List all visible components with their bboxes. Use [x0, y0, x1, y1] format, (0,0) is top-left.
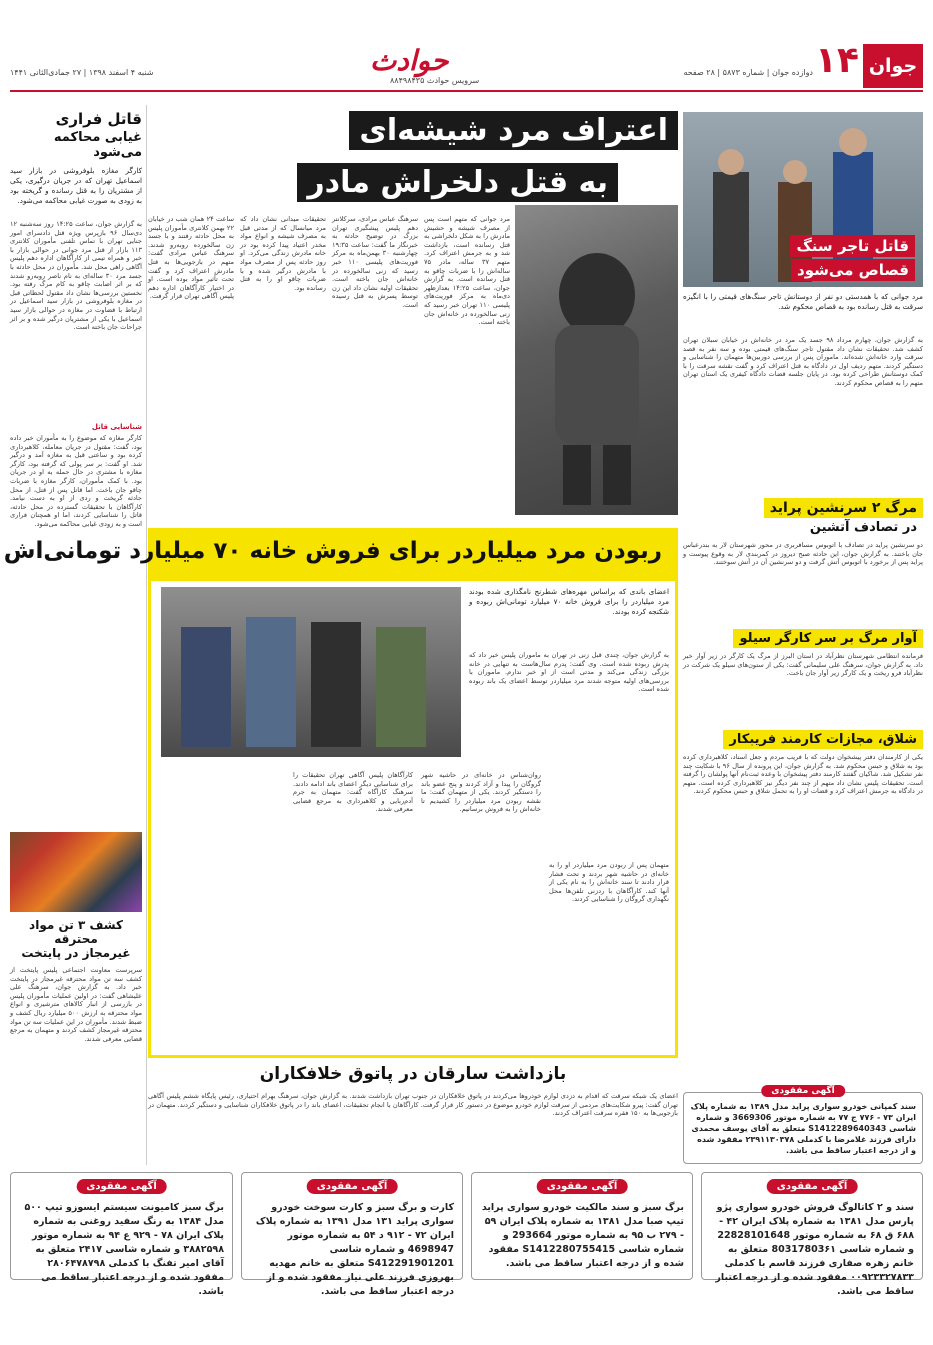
- section-sub: سرویس حوادث ۸۸۴۹۸۴۳۵: [390, 76, 480, 85]
- top-right-lead: مرد جوانی که با همدستی دو نفر از دوستانش تاجر سنگ‌های قیمتی را با انگیزه سرقت به قتل رسانده بود به قصاص محکوم شد.: [683, 292, 923, 311]
- right-briefs: [683, 497, 923, 1087]
- yellow-col-4: کارآگاهان پلیس آگاهی تهران تحقیقات را برای شناسایی دیگر اعضای باند ادامه دادند. سرهنگ کارآگاه گفت: متهمان به جرم آدم‌ربایی و کلاهبرداری به مرجع قضایی معرفی شدند.: [293, 771, 413, 814]
- left-column: [10, 110, 142, 1160]
- main-col-3: تحقیقات میدانی نشان داد که مرد میانسال که از مدتی قبل به مصرف شیشه و انواع مواد مخدر اعتیاد پیدا کرده بود در خانه مادرش زندگی می‌کرد. او روز حادثه پس از مصرف مواد با مادرش درگیر شده و با ضربات چاقو او را به قتل رسانده بود.: [240, 215, 326, 292]
- newspaper-logo: جوان: [863, 44, 923, 88]
- section-title: حوادث: [370, 44, 449, 77]
- yellow-col-2: متهمان پس از ربودن مرد میلیاردر او را به خانه‌ای در حاشیه شهر بردند و تحت فشار قرار دادند تا سند خانه‌اش را به نام یکی از آنها کند. کارآگاهان با ردزنی تلفن‌ها محل نگهداری گروگان را شناسایی کردند.: [549, 861, 669, 904]
- yellow-lead: اعضای باندی که براساس مهره‌های شطرنج نامگذاری شده بودند مرد میلیاردر را برای فروش خانه ۷۰ میلیارد تومانی‌اش ربوده و شکنجه کرده بودند.: [469, 587, 669, 616]
- ad-4-body: برگ سبز کامیونت سیستم ایسوزو تیپ ۵۰۰ مدل ۱۳۸۴ به رنگ سفید روغنی به شماره پلاک ایران ۷۸ - ۹۲۹ ع ۹۴ به شماره موتور ۳۸۸۲۵۹۸ و شماره شاسی ۲۴۱۷ متعلق به آقای امیر تفنگ با کدملی ۲۸۰۶۴۷۸۷۹۸ مفقود شده و از درجه اعتبار ساقط می باشد.: [24, 1202, 224, 1297]
- story1-body: به گزارش جوان، ساعت ۱۴:۲۵ روز سه‌شنبه ۱۲ دی‌سال ۹۶ بازپرس ویژه قتل دادسرای امور جنایی تهران با تماس تلفنی مأموران کلانتری ۱۱۳ بازار از قتل مرد جوانی در حوالی بازار با خبر و همراه تیمی از کارآگاهان اداره دهم پلیس آگاهی راهی محل شد. مأموران در محل حادثه با جسد مرد ۳۰ ساله‌ای به نام ناصر روبه‌رو شدند که بر اثر اصابت چاقو به کام مرگ رفته بود. نخستین بررسی‌ها نشان داد مقتول لحظاتی قبل در مغازه بلوفروشی در بازار سید اسماعیل در ارتباط با قضاوت در مغازه در حوالی بازار سید اسماعیل با یکی از مشتریان درگیر شده و بر اثر جراحات جان باخته است.: [10, 220, 143, 332]
- top-right-body: به گزارش جوان، چهارم مرداد ۹۸ جسد یک مرد در خانه‌اش در خیابان سبلان تهران کشف شد. تحقیقات نشان داد مقتول تاجر سنگ‌های قیمتی بوده و سه نفر به قصد سرقت وارد خانه‌اش شده‌اند. ماموران پس از بررسی دوربین‌ها متهمان را شناسایی و دستگیر کردند. متهم ردیف اول در دادگاه به قتل اعتراف کرد و گفت نقشه سرقت را با کمک دوستانش طراحی کرده بود. در پایان جلسه قضات دادگاه کیفری یک استان تهران متهم را به قصاص محکوم کردند.: [683, 336, 923, 387]
- ad-tag: آگهی مفقودی: [761, 1085, 845, 1097]
- man-sitting-figure: [515, 205, 678, 515]
- story1-lead: کارگر مغازه بلوفروشی در بازار سید اسماعیل تهران که در جریان درگیری، یکی از مشتریان را به قتل رسانده و گریخته بود به زودی به صورت غیابی محاکمه می‌شود.: [10, 166, 142, 205]
- yellow-headline-band: [3, 528, 678, 578]
- main-headline-a: اعتراف مرد شیشه‌ای: [349, 111, 678, 150]
- ad-4: [10, 1172, 233, 1297]
- brief1-title-a: مرگ ۲ سرنشین پراید: [764, 498, 923, 518]
- story2-body: سرپرست معاونت اجتماعی پلیس پایتخت از کشف سه تن مواد محترقه غیرمجاز در پایتخت خبر داد. به گزارش جوان، سرهنگ علی علیشاهی گفت: در اولین عملیات مأموران پلیس در بازرسی از انبار کالاهای مترشیری و انواع مواد محترقه به ارزش ۵۰۰ میلیارد ریال کشف و ضبط شدند. مأموران در این عملیات سه تن مواد محترقه غیرمجاز کشف کردند و متهمان به مرجع قضایی معرفی شدند.: [10, 966, 142, 1043]
- yellow-col-3: روان‌شناس در خانه‌ای در حاشیه شهر گروگان را پیدا و آزاد کردند و پنج عضو باند را دستگیر کردند. یکی از متهمان گفت: ما نقشه ربودن مرد میلیاردر را کشیدیم تا خانه‌اش را به فروش برسانیم.: [421, 771, 541, 814]
- top-right-photo: [683, 112, 923, 287]
- classified-ads: [10, 1172, 923, 1297]
- yellow-col-1: به گزارش جوان، چندی قبل زنی در تهران به ماموران پلیس خبر داد که پدرش ربوده شده است. وی گفت: پدرم سال‌هاست به تنهایی در خانه بزرگی زندگی می‌کند و مدتی است از او خبر ندارم. ماموران با بررسی‌های اولیه متوجه شدند مرد میلیاردر توسط اعضای یک باند ربوده شده است.: [469, 651, 669, 694]
- bottom-story: [148, 1064, 678, 1164]
- story2-title-b: غیرمجاز در پایتخت: [21, 946, 131, 960]
- story2-title-a: کشف ۳ تن مواد محترقه: [29, 918, 123, 946]
- masthead: [10, 40, 923, 92]
- brief1-body: دو سرنشین پراید در تصادف با اتوبوس مسافربری در محور شهرستان لار به بندرعباس جان باختند. به گزارش جوان، این حادثه صبح دیروز در کمربندی لار به وقوع پیوست و پراید پس از برخورد با اتوبوس آتش گرفت و دو سرنشین آن در آتش سوختند.: [683, 541, 923, 567]
- fireworks-photo: [10, 832, 142, 912]
- main-col-1: مرد جوانی که متهم است پس از مصرف شیشه و حشیش مادرش را به شکل دلخراشی به قتل رسانده است، بازداشت شد و به جرمش اعتراف کرد. متهم ۳۷ ساله، مادر ۷۵ ساله‌اش را با ضربات چاقو به قتل رسانده است. به گزارش جوان، ساعت ۱۴:۲۵ بعدازظهر دی‌ماه به مرکز فوریت‌های پلیسی ۱۱۰ تهران خبر رسید که زنی سالخورده در خانه‌اش جان باخته است.: [424, 215, 511, 327]
- ad-2: [471, 1172, 693, 1280]
- main-col-4: ساعت ۲۴ همان شب در خیابان ۲۲ بهمن کلانتری مأموران پلیس به محل حادثه رفتند و با جسد زن سالخورده روبه‌رو شدند. سرهنگ عباس مرادی گفت: متهم در بازجویی‌ها به قتل مادرش اعتراف کرد و گفت تحت تأثیر مواد بوده است. او در اختیار کارآگاهان اداره دهم پلیس آگاهی تهران قرار گرفت.: [148, 215, 235, 301]
- brief3-title: شلاق، مجازات کارمند فریبکار: [723, 730, 923, 749]
- page-number: ۱۴: [815, 40, 859, 81]
- story1-title-a: قاتل فراری: [55, 110, 142, 128]
- top-right-text: [683, 292, 923, 492]
- ad-1-body: سند و ۲ کاتالوگ فروش خودرو سواری پژو پارس مدل ۱۳۸۱ به شماره پلاک ایران ۴۲ - ۶۸۸ ق ۶۸ به شماره موتور 22828101648 و شماره شاسی 80317803۶۱ متعلق به خانم زهره صفاری فرزند قاسم با کدملی ۰۰۹۲۳۳۲۷۸۳۳ مفقود شده و از درجه اعتبار ساقط می باشد.: [715, 1202, 914, 1297]
- ad-2-body: برگ سبز و سند مالکیت خودرو سواری پراید تیپ صبا مدل ۱۳۸۱ به شماره پلاک ایران ۵۹ - ۲۷۹ ب ۹۵ به شماره موتور 293664 و شماره شاسی S1412280755415 مفقود شده و از درجه اعتبار ساقط می باشد.: [481, 1202, 684, 1269]
- brief3-body: یکی از کارمندان دفتر پیشخوان دولت که با فریب مردم و جعل اسناد، کلاهبرداری کرده بود به شلاق و حبس محکوم شد. به گزارش جوان، این پرونده از سال ۹۶ با شکایت چند نفر تشکیل شد. شاکیان گفتند کارمند دفتر پیشخوان با وعده ثبت‌نام آنها پولشان را گرفته است. تحقیقات پلیس نشان داد متهم از چند نفر دیگر نیز کلاهبرداری کرده است. متهم در دادگاه به جرمش اعتراف کرد و قضات او را به تحمل شلاق و حبس محکوم کردند.: [683, 753, 923, 796]
- suspects-photo: [161, 587, 461, 757]
- bottom-body: اعضای یک شبکه سرقت که اقدام به دزدی لوازم خودروها می‌کردند در پاتوق خلافکاران در جنوب تهران بازداشت شدند. به گزارش جوان، سرهنگ بهرام احتیاری، رئیس پایگاه ششم پلیس آگاهی تهران گفت: پیرو شکایت‌های مردمی از سرقت لوازم خودرو موضوع در دستور کار قرار گرفت. کارآگاهان با انجام تحقیقات، اعضای باند را در پاتوق خلافکاران شناسایی و دستگیر کردند. متهمان در بازجویی‌ها به ۱۵۰ فقره سرقت اعتراف کردند.: [148, 1092, 678, 1118]
- yellow-story-area: [148, 578, 678, 1058]
- ad-1: [701, 1172, 923, 1297]
- brief2-body: فرمانده انتظامی شهرستان نظرآباد در استان البرز از مرگ یک کارگر در زیر آوار خبر داد. به گزارش جوان، سرهنگ علی سلیمانی گفت: یکی از ستون‌های سیلو یک شرکت در نظرآباد فرو ریخت و یک کارگر زیر آوار جان باخت.: [683, 652, 923, 678]
- main-story-columns: [148, 215, 510, 515]
- ad-3: [241, 1172, 463, 1297]
- yellow-headline: ربودن مرد میلیاردر برای فروش خانه ۷۰ میلیارد تومانی‌اش: [3, 538, 662, 564]
- suspects-figures: [161, 587, 461, 757]
- story1-title-b: غیابی محاکمه می‌شود: [53, 130, 142, 160]
- ad-2-tag: آگهی مفقودی: [537, 1179, 628, 1194]
- date-line: شنبه ۴ اسفند ۱۳۹۸ | ۲۷ جمادی‌الثانی ۱۴۴۱: [10, 68, 154, 77]
- brief1-title-b: در تصادف آتشین: [809, 520, 917, 535]
- main-headline-block: [148, 105, 678, 210]
- ad-1-tag: آگهی مفقودی: [767, 1179, 858, 1194]
- story1-body2: کارگر مغازه که موضوع را به مأموران خبر داده بود، گفت: مقتول در جریان معامله، کلاهبرداری کرده بود و ساعتی قبل به مغازه آمد و درگیر شد. او گفت: بر سر پولی که گرفته بود، کارگر مغازه با مشتری در حال حمله به او در جریان بود. با کمک مأموران، کارگر مغازه با ضربات چاقو جان باخت. اما قاتل پس از قتل، از محل حادثه گریخت و ردی از او به دست نیامد. کارآگاهان با تحقیقات گسترده در محل حادثه، قاتل را شناسایی کردند، اما او همچنان فراری است و به زودی غیابی محاکمه می‌شود.: [10, 434, 142, 528]
- top-right-title-b: قصاص می‌شود: [791, 259, 915, 281]
- ad-top-right-body: سند کمپانی خودرو سواری پراید مدل ۱۳۸۹ به شماره پلاک ایران ۷۳ - ۷۷۶ ج ۷۷ به شماره موتور 3669306 و شماره شاسی S1412289640343 متعلق به آقای یوسف محمدی دارای فرزند غلامرضا با کدملی ۲۳۹۱۱۳۰۳۷۸ مفقود شده و از درجه اعتبار ساقط می باشد.: [690, 1102, 916, 1155]
- ad-3-body: کارت و برگ سبز و کارت سوخت خودرو سواری پراید ۱۳۱ مدل ۱۳۹۱ به شماره پلاک ایران ۷۲ - ۹۱۲ د ۵۴ به شماره موتور 4698947 و شماره شاسی S412291901201 متعلق به خانم مهدیه بهروزی فرزند علی نیاز مفقود شده و از درجه اعتبار ساقط می باشد.: [255, 1202, 454, 1297]
- ad-3-tag: آگهی مفقودی: [307, 1179, 398, 1194]
- main-story-photo: [515, 205, 678, 515]
- bottom-headline: بازداشت سارقان در پاتوق خلافکاران: [259, 1064, 567, 1084]
- top-right-title-a: قاتل تاجر سنگ: [790, 235, 915, 257]
- brief2-title: آوار مرگ بر سر کارگر سیلو: [733, 629, 923, 648]
- issue-info: دوازده جوان | شماره ۵۸۷۳ | ۲۸ صفحه: [683, 68, 813, 77]
- main-col-2: سرهنگ عباس مرادی، سرکلانتر دهم پلیس پیشگیری تهران بزرگ در توضیح حادثه به خبرنگار ما گفت: ساعت ۱۹:۳۵ چهارشنبه ۳۰ بهمن‌ماه به مرکز فوریت‌های پلیسی ۱۱۰ خبر رسید که زنی سالخورده در خانه‌اش جان باخته است. تحقیقات اولیه نشان داد این زن توسط پسرش به قتل رسیده است.: [332, 215, 418, 309]
- column-divider: [146, 105, 147, 1165]
- main-headline-b: به قتل دلخراش مادر: [297, 163, 618, 202]
- ad-4-tag: آگهی مفقودی: [76, 1179, 167, 1194]
- story1-subhead: شناسایی قاتل: [91, 423, 142, 431]
- ad-top-right: [683, 1086, 923, 1164]
